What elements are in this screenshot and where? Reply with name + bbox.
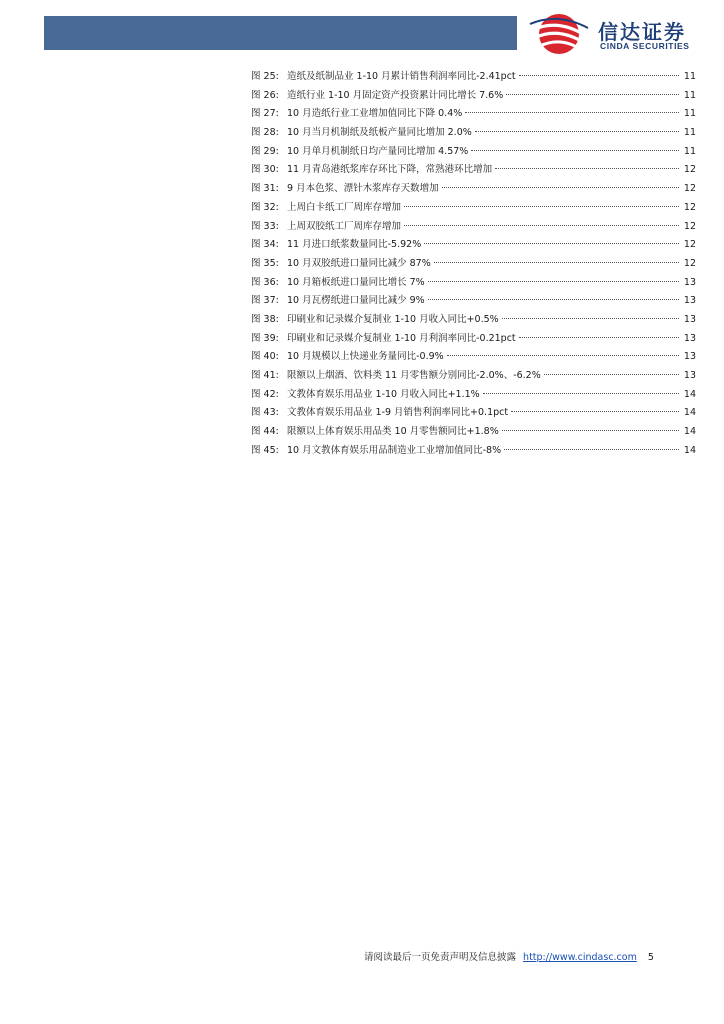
toc-entry-label: 图 45: (251, 444, 279, 456)
toc-entry-label: 图 30: (251, 164, 279, 176)
toc-entry-title: 印刷业和记录媒介复制业 1-10 月收入同比+0.5% (287, 313, 499, 325)
toc-entry-title: 上周双胶纸工厂周库存增加 (287, 220, 402, 232)
toc-entry-page: 11 (683, 71, 696, 82)
toc-entry-title: 造纸及纸制品业 1-10 月累计销售利润率同比-2.41pct (287, 71, 516, 82)
toc-entry-title: 造纸行业 1-10 月固定资产投资累计同比增长 7.6% (287, 89, 504, 101)
page-footer (364, 949, 654, 963)
toc-dot-leader (428, 281, 679, 282)
toc-dot-leader (424, 243, 679, 244)
toc-entry-page: 14 (683, 426, 696, 438)
toc-entry-title: 10 月瓦楞纸进口量同比减少 9% (287, 295, 425, 307)
toc-entry-title: 11 月进口纸浆数量同比-5.92% (287, 239, 422, 251)
toc-entry-label: 图 43: (251, 407, 279, 419)
toc-dot-leader (404, 206, 679, 207)
toc-entry[interactable] (251, 292, 696, 311)
toc-entry-page: 11 (683, 127, 696, 139)
toc-entry-page: 13 (683, 351, 696, 363)
toc-dot-leader (511, 411, 679, 412)
toc-entry-page: 13 (683, 332, 696, 344)
toc-entry-page: 11 (683, 145, 696, 157)
toc-entry-label: 图 38: (251, 313, 279, 325)
toc-entry-page: 14 (683, 388, 696, 400)
footer-website-link[interactable]: http://www.cindasc.com (523, 952, 637, 963)
toc-dot-leader (483, 393, 679, 394)
page-number: 5 (647, 952, 654, 963)
toc-entry-title: 10 月双胶纸进口量同比减少 87% (287, 257, 431, 269)
toc-entry[interactable] (251, 68, 696, 87)
toc-entry-label: 图 36: (251, 276, 279, 288)
toc-dot-leader (447, 355, 679, 356)
toc-entry-label: 图 26: (251, 89, 279, 101)
toc-entry-label: 图 39: (251, 332, 279, 344)
toc-dot-leader (475, 131, 679, 132)
toc-entry-title: 限额以上烟酒、饮料类 11 月零售额分别同比-2.0%、-6.2% (287, 370, 541, 381)
toc-dot-leader (544, 374, 679, 375)
toc-entry-label: 图 40: (251, 351, 279, 363)
toc-entry-label: 图 33: (251, 220, 279, 232)
toc-dot-leader (502, 318, 679, 319)
toc-entry[interactable] (251, 386, 696, 405)
toc-entry-page: 14 (683, 407, 696, 419)
toc-dot-leader (404, 225, 679, 226)
toc-dot-leader (428, 299, 679, 300)
toc-dot-leader (465, 112, 679, 113)
toc-entry-page: 13 (683, 295, 696, 307)
toc-entry-title: 10 月当月机制纸及纸板产量同比增加 2.0% (287, 127, 472, 139)
toc-entry-title: 10 月规模以上快递业务量同比-0.9% (287, 351, 444, 363)
toc-entry-label: 图 32: (251, 201, 279, 213)
toc-entry-title: 限额以上体育娱乐用品类 10 月零售额同比+1.8% (287, 426, 499, 438)
toc-entry[interactable] (251, 348, 696, 367)
toc-entry-title: 文教体育娱乐用品业 1-9 月销售利润率同比+0.1pct (287, 407, 509, 419)
toc-entry[interactable] (251, 367, 696, 386)
toc-entry-title: 10 月造纸行业工业增加值同比下降 0.4% (287, 108, 463, 120)
toc-entry[interactable] (251, 442, 696, 461)
toc-entry-title: 9 月本色浆、漂针木浆库存天数增加 (287, 183, 439, 195)
header-band (44, 16, 517, 50)
footer-disclaimer: 请阅读最后一页免责声明及信息披露 (364, 952, 517, 963)
toc-entry-label: 图 29: (251, 145, 279, 157)
toc-entry-page: 12 (683, 257, 696, 269)
toc-entry[interactable] (251, 423, 696, 442)
toc-entry-label: 图 42: (251, 388, 279, 400)
toc-dot-leader (442, 187, 679, 188)
toc-entry-page: 12 (683, 201, 696, 213)
toc-entry-label: 图 35: (251, 257, 279, 269)
toc-entry[interactable] (251, 143, 696, 162)
toc-entry-label: 图 31: (251, 183, 279, 195)
toc-entry[interactable] (251, 124, 696, 143)
company-logo (528, 12, 718, 56)
toc-entry-title: 上周白卡纸工厂周库存增加 (287, 201, 402, 213)
toc-entry-title: 10 月箱板纸进口量同比增长 7% (287, 276, 425, 288)
toc-entry[interactable] (251, 274, 696, 293)
toc-entry-label: 图 28: (251, 127, 279, 139)
toc-entry-title: 10 月单月机制纸日均产量同比增加 4.57% (287, 145, 469, 157)
toc-entry-title: 10 月文教体育娱乐用品制造业工业增加值同比-8% (287, 444, 502, 456)
toc-entry[interactable] (251, 330, 696, 349)
figure-list (251, 68, 696, 460)
toc-entry-page: 13 (683, 276, 696, 288)
toc-entry[interactable] (251, 311, 696, 330)
toc-entry[interactable] (251, 105, 696, 124)
toc-entry[interactable] (251, 161, 696, 180)
toc-entry[interactable] (251, 404, 696, 423)
toc-dot-leader (434, 262, 679, 263)
toc-entry-label: 图 44: (251, 426, 279, 438)
toc-dot-leader (504, 449, 679, 450)
toc-entry[interactable] (251, 255, 696, 274)
toc-entry-page: 11 (683, 108, 696, 120)
toc-entry-label: 图 27: (251, 108, 279, 120)
toc-entry-title: 印刷业和记录媒介复制业 1-10 月利润率同比-0.21pct (287, 332, 516, 344)
cinda-logo-icon (528, 12, 590, 56)
toc-dot-leader (495, 168, 679, 169)
toc-entry-title: 11 月青岛港纸浆库存环比下降，常熟港环比增加 (287, 164, 493, 176)
toc-entry[interactable] (251, 218, 696, 237)
toc-entry-page: 12 (683, 239, 696, 251)
toc-entry-page: 14 (683, 444, 696, 456)
toc-entry-page: 11 (683, 89, 696, 101)
logo-chinese-name: 信达证券 (598, 20, 686, 44)
toc-dot-leader (506, 94, 679, 95)
toc-entry-label: 图 41: (251, 370, 279, 381)
toc-entry-page: 12 (683, 164, 696, 176)
toc-entry[interactable] (251, 199, 696, 218)
toc-entry-page: 13 (683, 370, 696, 381)
toc-entry-page: 13 (683, 313, 696, 325)
toc-dot-leader (471, 150, 679, 151)
toc-entry-page: 12 (683, 183, 696, 195)
toc-entry[interactable] (251, 236, 696, 255)
logo-english-name: CINDA SECURITIES (600, 41, 690, 51)
toc-entry-label: 图 34: (251, 239, 279, 251)
toc-dot-leader (519, 75, 679, 76)
toc-entry-label: 图 25: (251, 71, 279, 82)
toc-entry-page: 12 (683, 220, 696, 232)
toc-entry-label: 图 37: (251, 295, 279, 307)
toc-dot-leader (502, 430, 679, 431)
toc-entry-title: 文教体育娱乐用品业 1-10 月收入同比+1.1% (287, 388, 480, 400)
toc-dot-leader (519, 337, 679, 338)
toc-entry[interactable] (251, 180, 696, 199)
toc-entry[interactable] (251, 87, 696, 106)
